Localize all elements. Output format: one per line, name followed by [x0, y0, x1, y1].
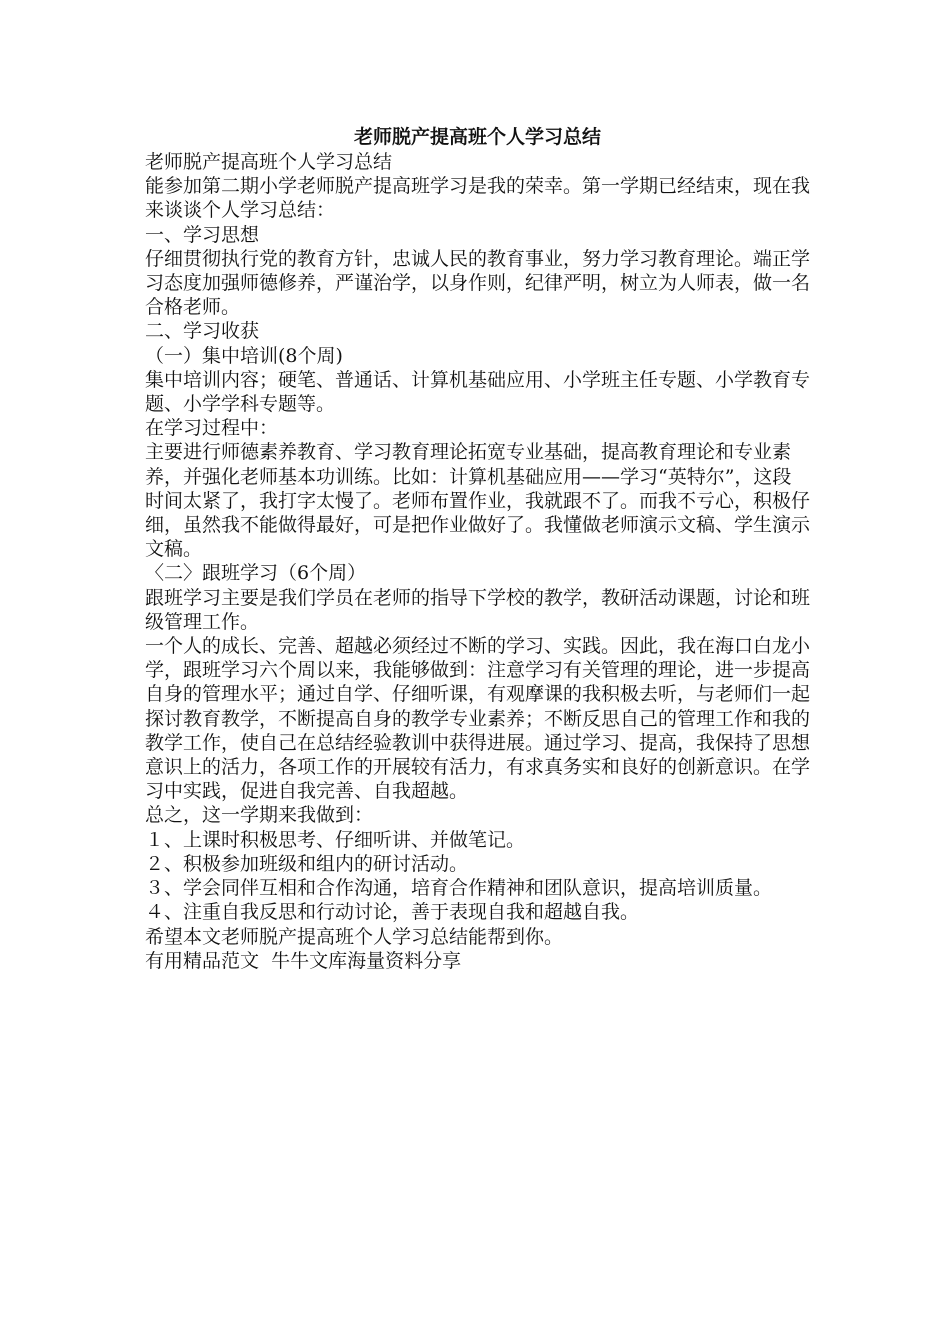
paragraph-subtitle: 老师脱产提高班个人学习总结 [145, 151, 393, 173]
paragraph-study-thought: 仔细贯彻执行党的教育方针，忠诚人民的教育事业，努力学习教育理论。端正学习态度加强师德修养，严谨治学，以身作则，纪律严明，树立为人师表，做一名合格老师。 [145, 247, 811, 319]
subsection-heading-class-study: 〈二〉跟班学习（6个周） [145, 562, 367, 585]
paragraph-training-content: 集中培训内容；硬笔、普通话、计算机基础应用、小学班主任专题、小学教育专题、小学学科专题等。 [145, 368, 811, 416]
paragraph-in-process: 在学习过程中： [145, 417, 279, 440]
paragraph-summary-intro: 总之，这一学期来我做到： [145, 804, 374, 827]
document-body [145, 124, 810, 973]
document-title: 老师脱产提高班个人学习总结 [353, 126, 601, 148]
list-item-2: ２、积极参加班级和组内的研讨活动。 [145, 852, 469, 875]
paragraph-class-study: 跟班学习主要是我们学员在老师的指导下学校的教学，教研活动课题，讨论和班级管理工作。 [145, 586, 811, 633]
section-heading-study-gain: 二、学习收获 [145, 320, 260, 343]
paragraph-intro: 能参加第二期小学老师脱产提高班学习是我的荣幸。第一学期已经结束，现在我来谈谈个人学习总结： [145, 175, 811, 222]
list-item-3: ３、学会同伴互相和合作沟通，培育合作精神和团队意识，提高培训质量。 [145, 877, 773, 900]
paragraph-closing: 希望本文老师脱产提高班个人学习总结能帮到你。 [145, 925, 564, 948]
list-item-4: ４、注重自我反思和行动讨论，善于表现自我和超越自我。 [145, 901, 640, 924]
section-heading-study-thought: 一、学习思想 [145, 223, 260, 246]
list-item-1: １、上课时积极思考、仔细听讲、并做笔记。 [145, 828, 526, 851]
paragraph-footer-note: 有用精品范文 牛牛文库海量资料分享 [145, 949, 462, 972]
subsection-heading-centralized-training: （一）集中培训(8个周) [145, 344, 343, 367]
paragraph-main-content: 主要进行师德素养教育、学习教育理论拓宽专业基础，提高教育理论和专业素养，并强化老师基本功训练。比如：计算机基础应用——学习“英特尔”，这段时间太紧了，我打字太慢了。老师布置作业，我就跟不了。而我不亏心，积极仔细，虽然我不能做得最好，可是把作业做好了。我懂做老师演示文稿、学生演示文稿。 [145, 441, 811, 561]
paragraph-growth: 一个人的成长、完善、超越必须经过不断的学习、实践。因此，我在海口白龙小学，跟班学习六个周以来，我能够做到：注意学习有关管理的理论，进一步提高自身的管理水平；通过自学、仔细听课，有观摩课的我积极去听，与老师们一起探讨教育教学，不断提高自身的教学专业素养；不断反思自己的管理工作和我的教学工作，使自己在总结经验教训中获得进展。通过学习、提高，我保持了思想意识上的活力，各项工作的开展较有活力，有求真务实和良好的创新意识。在学习中实践，促进自我完善、自我超越。 [145, 635, 811, 803]
